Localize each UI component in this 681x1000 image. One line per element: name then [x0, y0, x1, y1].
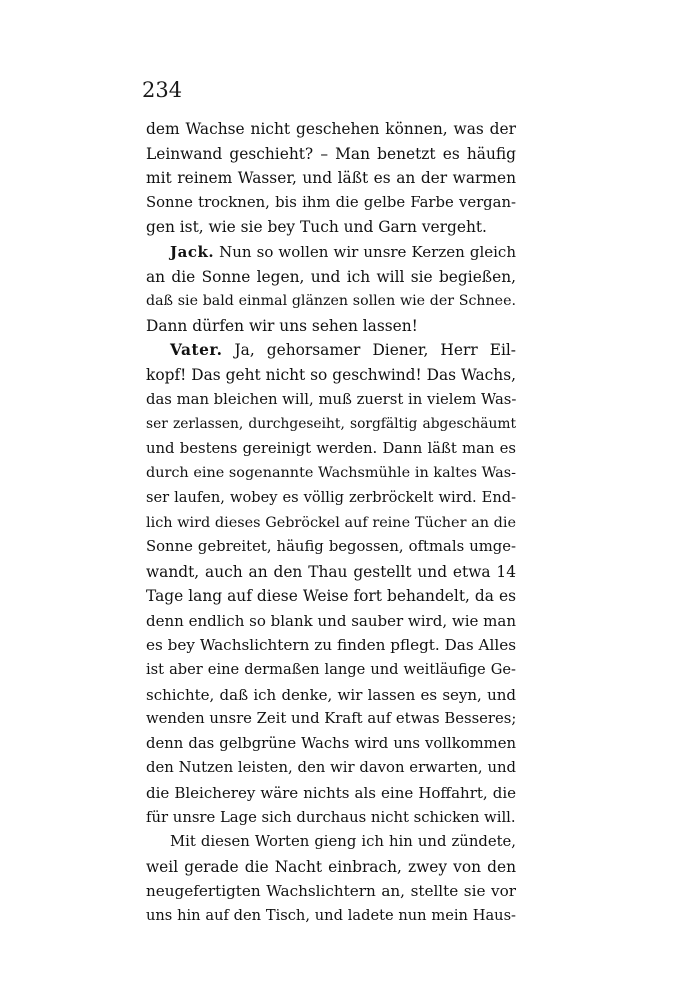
speaker-name: Jack.	[170, 242, 215, 261]
text-line: schichte, daß ich denke, wir lassen es seyn, und	[146, 685, 516, 704]
text-line: Dann dürfen wir uns sehen lassen!	[146, 316, 418, 335]
text-line: und bestens gereinigt werden. Dann läßt man es	[146, 439, 516, 457]
text-line: Sonne gebreitet, häufig begossen, oftmals umge-	[146, 538, 516, 556]
text-line: Tage lang auf diese Weise fort behandelt, da es	[146, 587, 516, 606]
text-line: gen ist, wie sie bey Tuch und Garn vergeht.	[146, 218, 487, 237]
text-line: an die Sonne legen, und ich will sie begießen,	[146, 267, 516, 286]
text-line: es bey Wachslichtern zu finden pflegt. Das Alles	[146, 636, 516, 655]
text-line: denn endlich so blank und sauber wird, wie man	[146, 611, 516, 630]
page-number: 234	[142, 78, 183, 102]
text-line: für unsre Lage sich durchaus nicht schicken will.	[146, 808, 516, 826]
text-line: ist aber eine dermaßen lange und weitläufige Ge-	[146, 661, 516, 679]
text-line: Leinwand geschieht? – Man benetzt es häufig	[146, 144, 516, 163]
text-line: ser zerlassen, durchgeseiht, sorgfältig abgeschäumt	[146, 416, 516, 433]
text-line: weil gerade die Nacht einbrach, zwey von den	[146, 857, 516, 876]
text-line: ser laufen, wobey es völlig zerbröckelt wird. End-	[146, 488, 516, 506]
line-text: Nun so wollen wir unsre Kerzen gleich	[219, 242, 516, 261]
text-line: das man bleichen will, muß zuerst in vielem Was-	[146, 390, 516, 408]
line-text: Ja, gehorsamer Diener, Herr Eil-	[234, 341, 516, 360]
body-text	[146, 117, 516, 929]
text-line: wandt, auch an den Thau gestellt und etwa 14	[146, 562, 516, 581]
text-line: denn das gelbgrüne Wachs wird uns vollkommen	[146, 734, 516, 752]
text-line: wenden unsre Zeit und Kraft auf etwas Besseres;	[146, 710, 516, 728]
text-line: die Bleicherey wäre nichts als eine Hoffahrt, die	[146, 784, 516, 803]
text-line: dem Wachse nicht geschehen können, was der	[146, 120, 516, 138]
text-line: den Nutzen leisten, den wir davon erwarten, und	[146, 759, 516, 777]
text-line: mit reinem Wasser, und läßt es an der warmen	[146, 169, 516, 188]
text-line: daß sie bald einmal glänzen sollen wie der Schnee.	[146, 293, 516, 310]
text-line	[146, 240, 516, 265]
speaker-name: Vater.	[170, 341, 223, 360]
text-line: neugefertigten Wachslichtern an, stellte sie vor	[146, 882, 516, 901]
text-line	[146, 338, 516, 363]
text-line: Sonne trocknen, bis ihm die gelbe Farbe vergan-	[146, 193, 516, 211]
text-line: Mit diesen Worten gieng ich hin und zündete,	[170, 833, 516, 851]
text-line: kopf! Das geht nicht so geschwind! Das Wachs,	[146, 365, 516, 384]
text-line: lich wird dieses Gebröckel auf reine Tücher an die	[146, 514, 516, 531]
text-line: durch eine sogenannte Wachsmühle in kaltes Was-	[146, 465, 516, 482]
text-line: uns hin auf den Tisch, und ladete nun mein Haus-	[146, 907, 516, 924]
